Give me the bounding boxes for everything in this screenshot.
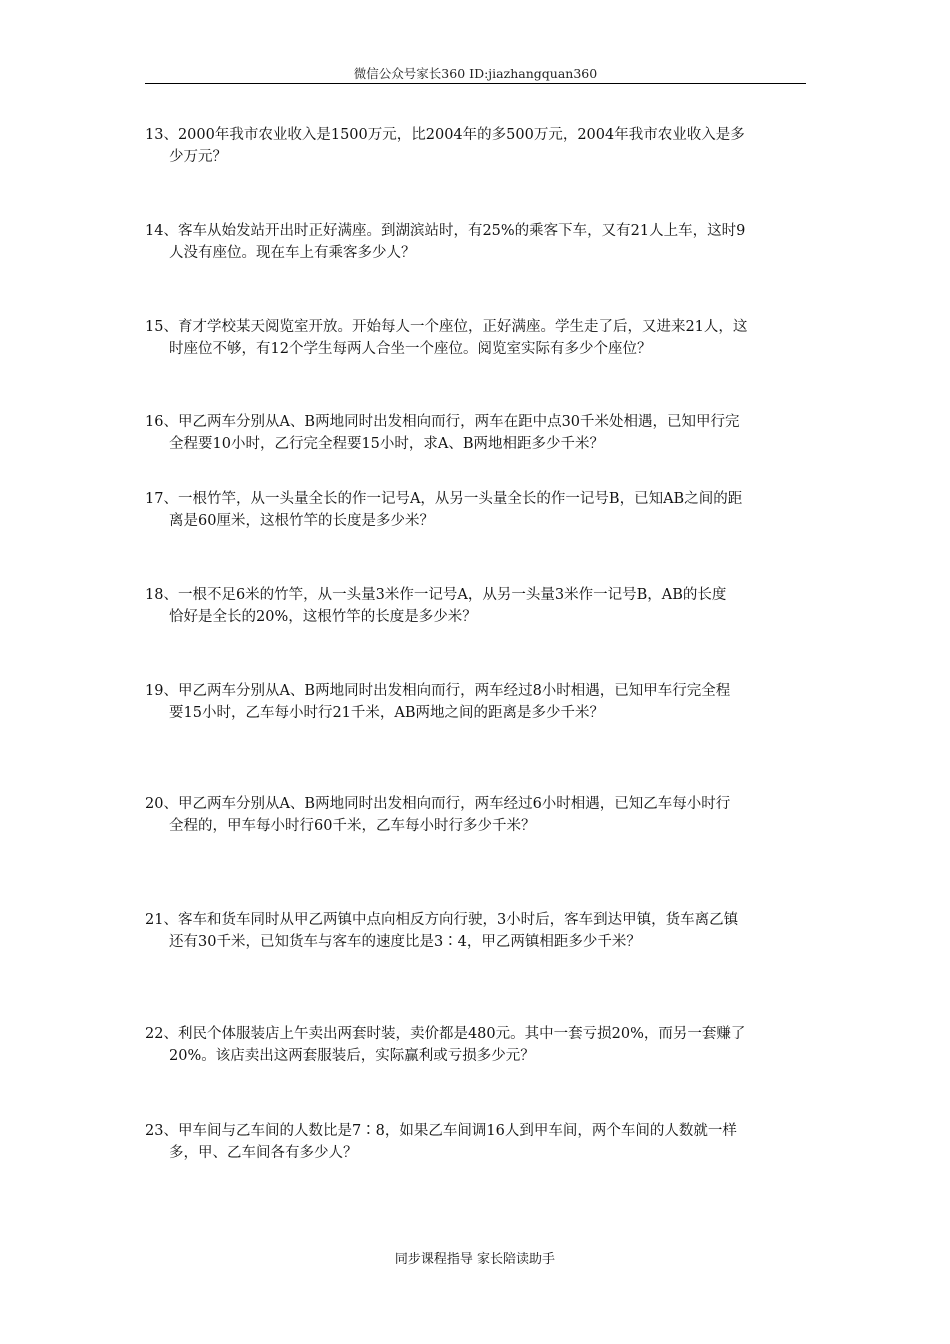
page-footer: 同步课程指导 家长陪读助手: [394, 1252, 556, 1267]
header-rule: [145, 83, 806, 84]
question-line-1: 22、利民个体服装店上午卖出两套时装，卖价都是480元。其中一套亏损20%，而另一套赚了: [145, 1026, 746, 1042]
question-line-2: 20%。该店卖出这两套服装后，实际赢利或亏损多少元？: [169, 1048, 535, 1064]
question-line-1: 17、一根竹竿，从一头量全长的作一记号A，从另一头量全长的作一记号B，已知AB之间的距: [145, 491, 743, 507]
question-line-2: 多，甲、乙车间各有多少人？: [169, 1145, 358, 1161]
question-line-1: 19、甲乙两车分别从A、B两地同时出发相向而行，两车经过8小时相遇，已知甲车行完全程: [145, 683, 731, 699]
question-17: [145, 488, 809, 532]
question-line-1: 16、甲乙两车分别从A、B两地同时出发相向而行，两车在距中点30千米处相遇，已知甲行完: [145, 414, 740, 430]
question-line-1: 18、一根不足6米的竹竿，从一头量3米作一记号A，从另一头量3米作一记号B，AB的长度: [145, 587, 727, 603]
question-line-1: 13、2000年我市农业收入是1500万元，比2004年的多500万元，2004年我市农业收入是多: [145, 127, 745, 143]
question-19: [145, 680, 809, 724]
page-header: 微信公众号家长360 ID:jiazhangquan360: [353, 66, 598, 81]
question-13: [145, 124, 809, 168]
question-line-2: 恰好是全长的20%，这根竹竿的长度是多少米？: [169, 609, 477, 625]
question-16: [145, 411, 809, 455]
question-line-1: 20、甲乙两车分别从A、B两地同时出发相向而行，两车经过6小时相遇，已知乙车每小时行: [145, 796, 731, 812]
question-18: [145, 584, 809, 628]
question-21: [145, 909, 809, 953]
question-15: [145, 316, 809, 360]
question-line-2: 人没有座位。现在车上有乘客多少人？: [169, 245, 416, 261]
question-23: [145, 1120, 809, 1164]
question-14: [145, 220, 809, 264]
question-line-2: 少万元？: [169, 149, 227, 165]
question-line-1: 14、客车从始发站开出时正好满座。到湖滨站时，有25%的乘客下车，又有21人上车，这时9: [145, 223, 746, 239]
question-line-1: 23、甲车间与乙车间的人数比是7∶8，如果乙车间调16人到甲车间，两个车间的人数就一样: [145, 1123, 737, 1139]
question-line-2: 时座位不够，有12个学生每两人合坐一个座位。阅览室实际有多少个座位？: [169, 341, 652, 357]
question-line-2: 离是60厘米，这根竹竿的长度是多少米？: [169, 513, 434, 529]
question-line-2: 全程的，甲车每小时行60千米，乙车每小时行多少千米？: [169, 818, 536, 834]
question-22: [145, 1023, 809, 1067]
question-line-1: 21、客车和货车同时从甲乙两镇中点向相反方向行驶，3小时后，客车到达甲镇，货车离乙镇: [145, 912, 739, 928]
question-line-1: 15、育才学校某天阅览室开放。开始每人一个座位，正好满座。学生走了后，又进来21人，这: [145, 319, 748, 335]
question-line-2: 还有30千米，已知货车与客车的速度比是3∶4，甲乙两镇相距多少千米？: [169, 934, 641, 950]
question-line-2: 全程要10小时，乙行完全程要15小时，求A、B两地相距多少千米？: [169, 436, 605, 452]
question-line-2: 要15小时，乙车每小时行21千米，AB两地之间的距离是多少千米？: [169, 705, 605, 721]
question-20: [145, 793, 809, 837]
